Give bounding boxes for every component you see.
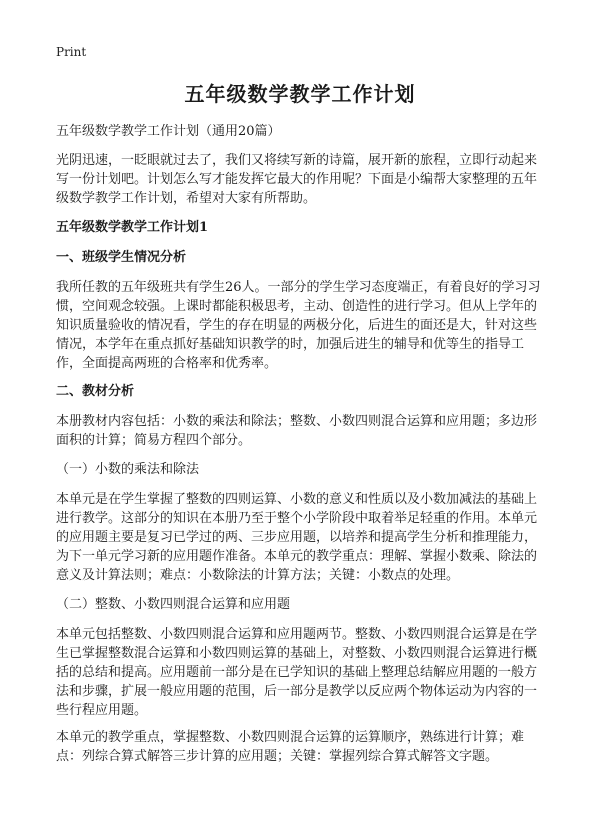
section1-paragraph: [56, 278, 544, 373]
section1-heading: 一、班级学生情况分析: [56, 250, 187, 265]
section2-text: 本册教材内容包括：小数的乘法和除法；整数、小数四则混合运算和应用题；多边形面积的计算；简易方程四个部分。: [56, 414, 538, 448]
section2-paragraph: [56, 412, 544, 450]
page-title: 五年级数学教学工作计划: [184, 82, 416, 106]
section1-text: 我所任教的五年级班共有学生26人。一部分的学生学习态度端正，有着良好的学习习惯，空间观念较强。上课时都能积极思考，主动、创造性的进行学习。但从上学年的知识质量验收的情况看，学生的存在明显的两极分化，后进生的面还是大，针对这些情况，本学年在重点抓好基础知识教学的时，加强后进生的辅导和优等生的指导工作，全面提高两班的合格率和优秀率。: [56, 280, 541, 371]
sub2-text2: 本单元的教学重点，掌握整数、小数四则混合运算的运算顺序，熟练进行计算；难点：列综合算式解答三步计算的应用题；关键：掌握列综合算式解答文字题。: [56, 730, 525, 764]
print-button[interactable]: Print: [56, 45, 87, 59]
sub2-heading: （二）整数、小数四则混合运算和应用题: [56, 597, 291, 612]
intro-text: 光阴迅速，一眨眼就过去了，我们又将续写新的诗篇，展开新的旅程，立即行动起来写一份计划吧。计划怎么写才能发挥它最大的作用呢？下面是小编帮大家整理的五年级数学教学工作计划，希望对大家有所帮助。: [56, 153, 538, 206]
sub2-paragraph: [56, 625, 544, 720]
plan-title: 五年级数学教学工作计划1: [56, 220, 209, 235]
section2-heading: 二、教材分析: [56, 384, 135, 399]
sub1-paragraph: [56, 490, 544, 585]
sub2-paragraph-2: [56, 728, 544, 766]
sub1-heading: （一）小数的乘法和除法: [56, 462, 200, 477]
intro-paragraph: [56, 151, 544, 208]
sub2-text: 本单元包括整数、小数四则混合运算和应用题两节。整数、小数四则混合运算是在学生已掌握整数混合运算和小数四则运算的基础上，对整数、小数四则混合运算进行概括的总结和提高。应用题前一部分是在已学知识的基础上整理总结解应用题的一般方法和步骤，扩展一般应用题的范围，后一部分是教学以反应两个物体运动为内容的一些行程应用题。: [56, 627, 538, 718]
subtitle: 五年级数学教学工作计划（通用20篇）: [56, 124, 281, 139]
sub1-text: 本单元是在学生掌握了整数的四则运算、小数的意义和性质以及小数加减法的基础上进行教学。这部分的知识在本册乃至于整个小学阶段中取着举足轻重的作用。本单元的应用题主要是复习已学过的两、三步应用题，以培养和提高学生分析和推理能力，为下一单元学习新的应用题作准备。本单元的教学重点：理解、掌握小数乘、除法的意义及计算法则；难点：小数除法的计算方法；关键：小数点的处理。: [56, 492, 538, 583]
